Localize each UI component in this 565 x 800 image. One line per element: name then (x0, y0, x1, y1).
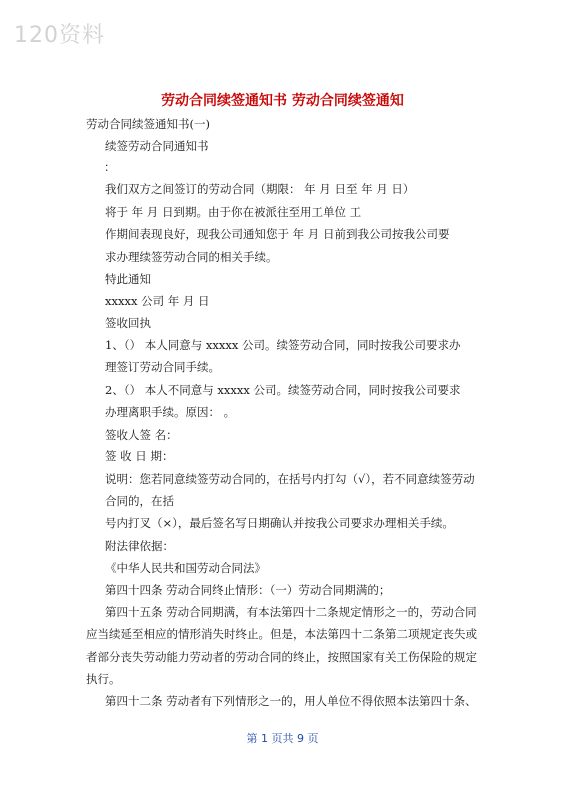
doc-line: 签收人签 名： (105, 428, 178, 442)
doc-line: 执行。 (86, 672, 121, 686)
doc-line: 办理离职手续。原因： 。 (105, 405, 236, 419)
doc-line: 理签订劳动合同手续。 (105, 360, 220, 374)
doc-line: 求办理续签劳动合同的相关手续。 (105, 250, 278, 264)
doc-line: 签收回执 (105, 316, 151, 330)
page-title: 劳动合同续签通知书 劳动合同续签通知 (161, 93, 404, 109)
doc-line: 应当续延至相应的情形消失时终止。但是，本法第四十二条第二项规定丧失或 (86, 627, 477, 641)
doc-line: xxxxx 公司 年 月 日 (105, 294, 210, 308)
doc-line: 说明：您若同意续签劳动合同的，在括号内打勾（√），若不同意续签劳动 (105, 472, 475, 486)
doc-line: 合同的，在括 (105, 494, 174, 508)
doc-line: 劳动合同续签通知书(一) (86, 117, 210, 131)
doc-line: 者部分丧失劳动能力劳动者的劳动合同的终止，按照国家有关工伤保险的规定 (86, 650, 477, 664)
doc-line: 1、（） 本人同意与 xxxxx 公司。续签劳动合同，同时按我公司要求办 (105, 338, 461, 352)
doc-line: 特此通知 (105, 272, 151, 286)
watermark: 120资料 (14, 23, 105, 48)
doc-line: 我们双方之间签订的劳动合同（期限： 年 月 日至 年 月 日） (105, 182, 415, 196)
doc-line: 第四十四条 劳动合同终止情形：（一）劳动合同期满的； (105, 583, 391, 597)
doc-line: 将于 年 月 日到期。由于你在被派往至用工单位 工 (105, 205, 362, 219)
doc-line: 2、（） 本人不同意与 xxxxx 公司。续签劳动合同，同时按我公司要求 (105, 383, 461, 397)
doc-line: 签 收 日 期： (105, 449, 174, 463)
doc-line: 续签劳动合同通知书 (105, 139, 209, 153)
doc-line: ： (104, 160, 116, 174)
page-footer: 第 1 页共 9 页 (246, 732, 319, 745)
doc-line: 作期间表现良好，现我公司通知您于 年 月 日前到我公司按我公司要 (105, 227, 450, 241)
doc-line: 第四十五条 劳动合同期满，有本法第四十二条规定情形之一的，劳动合同 (105, 605, 477, 619)
doc-line: 第四十二条 劳动者有下列情形之一的，用人单位不得依照本法第四十条、 (105, 694, 477, 708)
doc-line: 附法律依据： (105, 539, 174, 553)
doc-line: 《中华人民共和国劳动合同法》 (105, 561, 266, 575)
doc-line: 号内打叉（×），最后签名写日期确认并按我公司要求办理相关手续。 (105, 516, 454, 530)
